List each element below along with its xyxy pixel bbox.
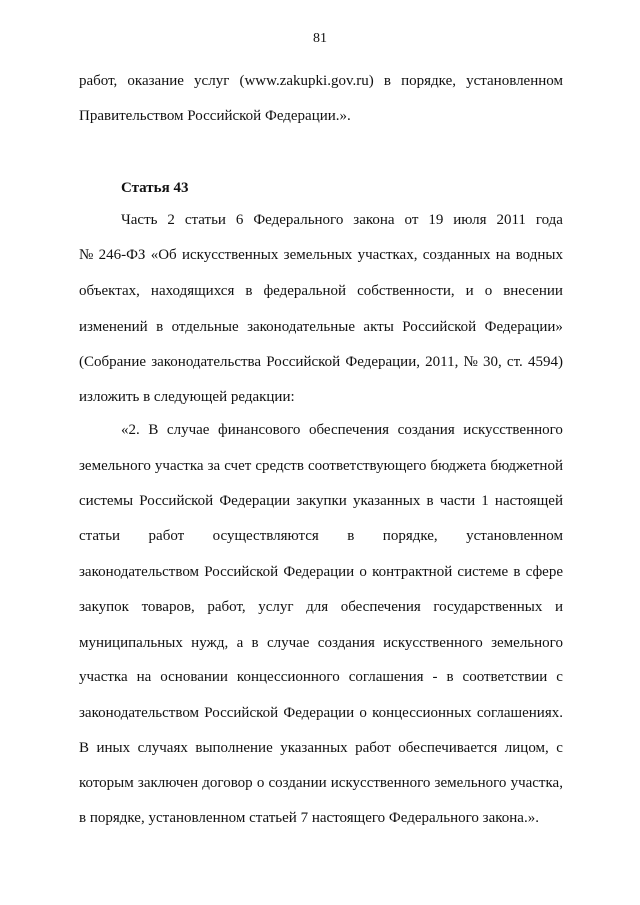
paragraph2-lines-line: системы Российской Федерации закупки указанных в части 1 настоящей: [79, 493, 563, 509]
paragraph2-lines-line: законодательством Российской Федерации о концессионных соглашениях.: [79, 705, 563, 721]
page-number: 81: [313, 31, 327, 46]
paragraph2-lines-line: В иных случаях выполнение указанных работ обеспечивается лицом, с: [79, 740, 563, 756]
paragraph2-lines-line: которым заключен договор о создании искусственного земельного участка,: [79, 775, 563, 791]
paragraph1-lines-line: объектах, находящихся в федеральной собственности, и о внесении: [79, 283, 563, 299]
paragraph1-lines-line: Часть 2 статьи 6 Федерального закона от 19 июля 2011 года: [121, 212, 563, 228]
intro-lines-line: Правительством Российской Федерации.».: [79, 108, 351, 124]
paragraph2-lines-line: «2. В случае финансового обеспечения создания искусственного: [121, 422, 563, 438]
paragraph1-lines-line: изложить в следующей редакции:: [79, 389, 295, 405]
paragraph1-lines-line: № 246-ФЗ «Об искусственных земельных участках, созданных на водных: [79, 247, 563, 263]
paragraph2-lines-line: земельного участка за счет средств соответствующего бюджета бюджетной: [79, 458, 563, 474]
paragraph2-lines-line: в порядке, установленном статьей 7 настоящего Федерального закона.».: [79, 810, 539, 826]
intro-lines-line: работ, оказание услуг (www.zakupki.gov.ru) в порядке, установленном: [79, 73, 563, 89]
paragraph2-lines-line: муниципальных нужд, а в случае создания искусственного земельного: [79, 635, 563, 651]
paragraph1-lines-line: изменений в отдельные законодательные акты Российской Федерации»: [79, 319, 563, 335]
paragraph1-lines-line: (Собрание законодательства Российской Федерации, 2011, № 30, ст. 4594): [79, 354, 563, 370]
paragraph2-lines-line: участка на основании концессионного соглашения - в соответствии с: [79, 669, 563, 685]
paragraph2-lines-line: закупок товаров, работ, услуг для обеспечения государственных и: [79, 599, 563, 615]
paragraph2-lines-line: законодательством Российской Федерации о контрактной системе в сфере: [79, 564, 563, 580]
article-heading: Статья 43: [121, 180, 189, 196]
paragraph2-lines-line: статьи работ осуществляются в порядке, установленном: [79, 528, 563, 544]
